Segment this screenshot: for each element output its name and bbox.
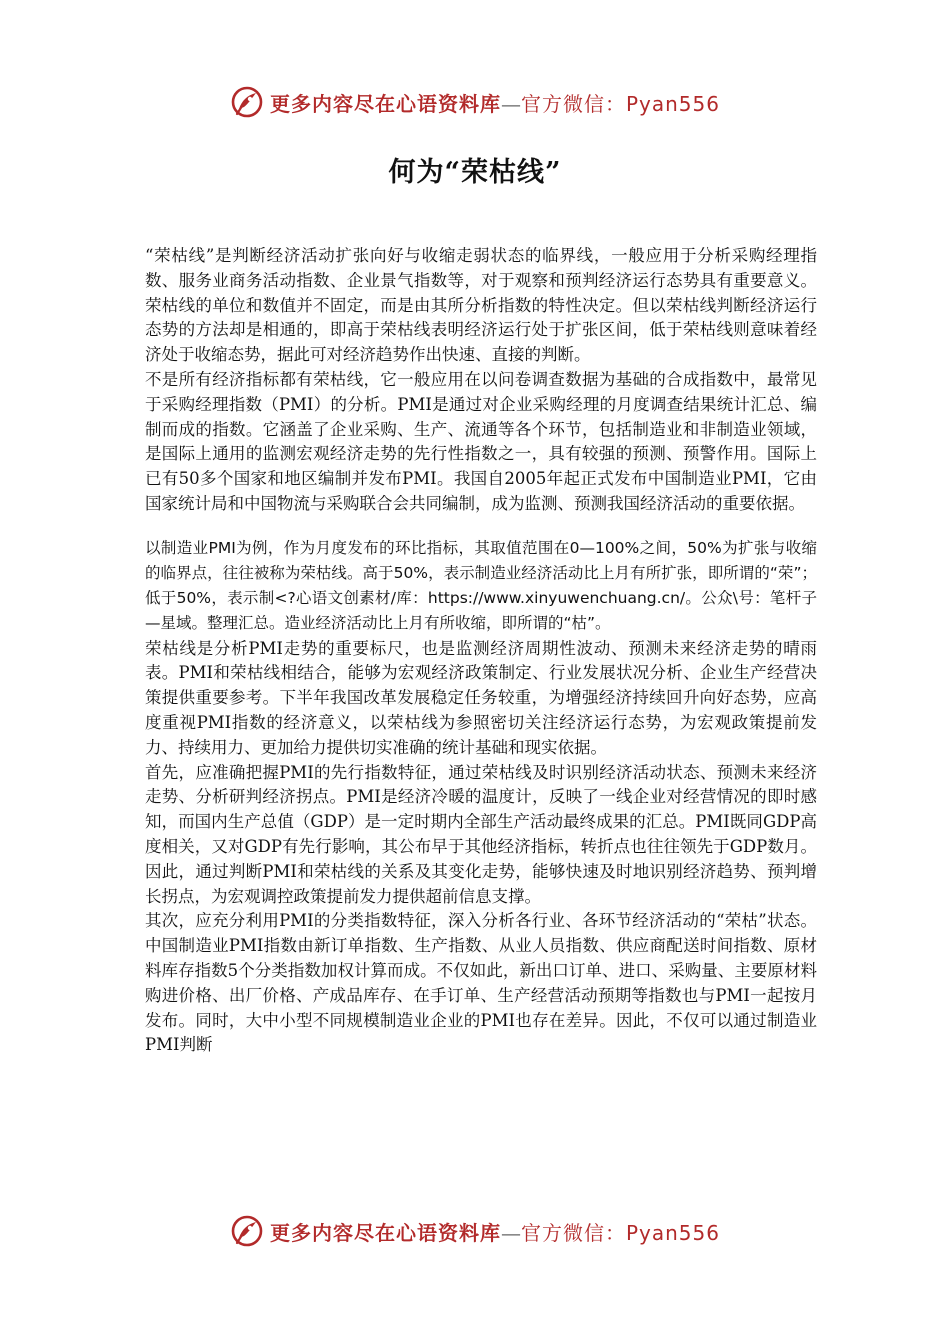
banner-content <box>230 85 720 119</box>
footer-watermark-banner <box>0 1211 950 1251</box>
banner-library-name: 更多内容尽在心语资料库 <box>269 91 501 116</box>
brand-logo-icon <box>230 85 264 119</box>
banner-content <box>230 1214 720 1248</box>
paragraph-significance: 荣枯线是分析PMI走势的重要标尺，也是监测经济周期性波动、预测未来经济走势的晴雨表。PMI和荣枯线相结合，能够为宏观经济政策制定、行业发展状况分析、企业生产经营决策提供重要参考。下半年我国改革发展稳定任务较重，为增强经济持续回升向好态势，应高度重视PMI指数的经济意义，以荣枯线为参照密切关注经济运行态势，为宏观政策提前发力、持续用力、更加给力提供切实准确的统计基础和现实依据。 <box>145 638 817 757</box>
header-watermark-banner <box>0 82 950 122</box>
banner-separator: — <box>500 1220 521 1245</box>
brand-logo-icon <box>230 1214 264 1248</box>
paragraph-manufacturing-example: 以制造业PMI为例，作为月度发布的环比指标，其取值范围在0—100%之间，50%为扩张与收缩的临界点，往往被称为荣枯线。高于50%，表示制造业经济活动比上月有所扩张，即所谓的“荣”；低于50%，表示制<?心语文创素材/库：https://www.xinyuwenchuang.cn/。公众\号：笔杆子—星域。整理汇总。造业经济活动比上月有所收缩，即所谓的“枯”。 <box>145 538 817 633</box>
banner-wechat-id: 官方微信：Pyan556 <box>520 1220 720 1245</box>
paragraph-pmi-intro: 不是所有经济指标都有荣枯线，它一般应用在以问卷调查数据为基础的合成指数中，最常见于采购经理指数（PMI）的分析。PMI是通过对企业采购经理的月度调查结果统计汇总、编制而成的指数。它涵盖了企业采购、生产、流通等各个环节，包括制造业和非制造业领域，是国际上通用的监测宏观经济走势的先行性指数之一，具有较强的预测、预警作用。国际上已有50多个国家和地区编制并发布PMI。我国自2005年起正式发布中国制造业PMI，它由国家统计局和中国物流与采购联合会共同编制，成为监测、预测我国经济活动的重要依据。 <box>145 369 817 513</box>
banner-separator: — <box>500 91 521 116</box>
paragraph-second-point: 其次，应充分利用PMI的分类指数特征，深入分析各行业、各环节经济活动的“荣枯”状态。中国制造业PMI指数由新订单指数、生产指数、从业人员指数、供应商配送时间指数、原材料库存指数5个分类指数加权计算而成。不仅如此，新出口订单、进口、采购量、主要原材料购进价格、出厂价格、产成品库存、在手订单、生产经营活动预期等指数也与PMI一起按月发布。同时，大中小型不同规模制造业企业的PMI也存在差异。因此，不仅可以通过制造业PMI判断 <box>145 911 817 1055</box>
document-body <box>145 244 817 1058</box>
banner-text <box>270 1217 720 1246</box>
paragraph-first-point: 首先，应准确把握PMI的先行指数特征，通过荣枯线及时识别经济活动状态、预测未来经济走势、分析研判经济拐点。PMI是经济冷暖的温度计，反映了一线企业对经营情况的即时感知，而国内生产总值（GDP）是一定时期内全部生产活动最终成果的汇总。PMI既同GDP高度相关，又对GDP有先行影响，其公布早于其他经济指标，转折点也往往领先于GDP数月。因此，通过判断PMI和荣枯线的关系及其变化走势，能够快速及时地识别经济趋势、预判增长拐点，为宏观调控政策提前发力提供超前信息支撑。 <box>145 762 817 906</box>
banner-text <box>270 88 720 117</box>
banner-wechat-id: 官方微信：Pyan556 <box>520 91 720 116</box>
banner-library-name: 更多内容尽在心语资料库 <box>269 1220 501 1245</box>
paragraph-definition: “荣枯线”是判断经济活动扩张向好与收缩走弱状态的临界线，一般应用于分析采购经理指数、服务业商务活动指数、企业景气指数等，对于观察和预判经济运行态势具有重要意义。荣枯线的单位和数值并不固定，而是由其所分析指数的特性决定。但以荣枯线判断经济运行态势的方法却是相通的，即高于荣枯线表明经济运行处于扩张区间，低于荣枯线则意味着经济处于收缩态势，据此可对经济趋势作出快速、直接的判断。 <box>145 246 817 365</box>
document-title: 何为“荣枯线” <box>388 157 562 188</box>
